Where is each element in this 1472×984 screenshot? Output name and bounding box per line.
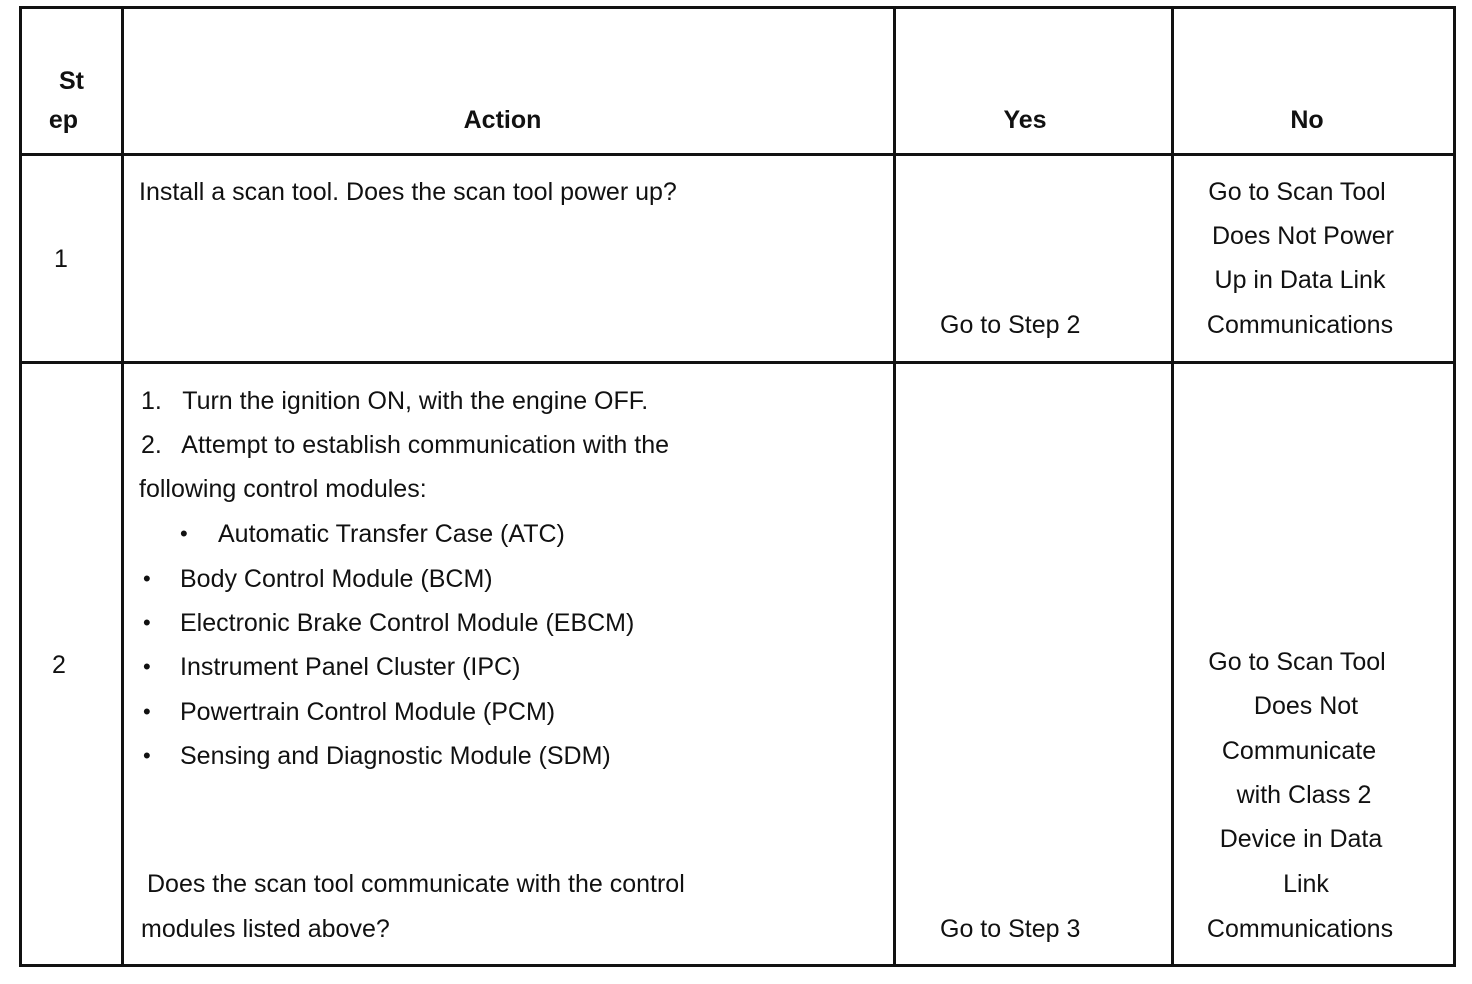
table-border-left — [19, 6, 22, 967]
module-item-atc: Automatic Transfer Case (ATC) — [218, 520, 565, 548]
row2-no-line4: with Class 2 — [1236, 781, 1372, 809]
row2-question-line2: modules listed above? — [141, 915, 390, 943]
row2-no-line1: Go to Scan Tool — [1208, 648, 1386, 676]
row2-no-line7: Communications — [1206, 915, 1394, 943]
row2-no-line2: Does Not — [1253, 692, 1359, 720]
module-item-pcm: Powertrain Control Module (PCM) — [180, 698, 556, 726]
header-action: Action — [463, 106, 542, 134]
table-border-bottom — [19, 964, 1456, 967]
row2-no-line6: Link — [1283, 870, 1329, 898]
row1-no-line2: Does Not Power — [1211, 222, 1395, 250]
bullet-icon: • — [143, 566, 151, 591]
table-border-right — [1453, 6, 1456, 967]
header-divider — [19, 153, 1456, 156]
row-divider — [19, 361, 1456, 364]
row2-action-step1: 1. Turn the ignition ON, with the engine OFF. — [141, 387, 649, 415]
row1-yes: Go to Step 2 — [940, 311, 1081, 339]
row1-step: 1 — [54, 245, 68, 273]
module-item-ebcm: Electronic Brake Control Module (EBCM) — [180, 609, 635, 637]
row1-no-line3: Up in Data Link — [1214, 266, 1386, 294]
row2-yes: Go to Step 3 — [940, 915, 1081, 943]
row2-no-line5: Device in Data — [1219, 825, 1383, 853]
header-yes: Yes — [1003, 106, 1047, 134]
bullet-icon: • — [143, 654, 151, 679]
row1-no-line4: Communications — [1206, 311, 1394, 339]
row2-action-step2-cont: following control modules: — [139, 475, 427, 503]
column-divider-step — [121, 6, 124, 967]
module-item-sdm: Sensing and Diagnostic Module (SDM) — [180, 742, 611, 770]
module-item-ipc: Instrument Panel Cluster (IPC) — [180, 653, 521, 681]
row1-action: Install a scan tool. Does the scan tool power up? — [139, 178, 677, 206]
header-no: No — [1290, 106, 1324, 134]
bullet-icon: • — [143, 743, 151, 768]
header-step-line1: St — [59, 67, 84, 95]
row1-no-line1: Go to Scan Tool — [1208, 178, 1386, 206]
table-border-top — [19, 6, 1456, 9]
column-divider-action — [893, 6, 896, 967]
bullet-icon: • — [180, 521, 188, 546]
header-step-line2: ep — [48, 106, 79, 134]
row2-no-line3: Communicate — [1221, 737, 1377, 765]
row2-action-step2: 2. Attempt to establish communication with the — [141, 431, 670, 459]
row2-step: 2 — [52, 651, 66, 679]
module-item-bcm: Body Control Module (BCM) — [180, 565, 493, 593]
row2-question-line1: Does the scan tool communicate with the control — [147, 870, 685, 898]
bullet-icon: • — [143, 699, 151, 724]
bullet-icon: • — [143, 610, 151, 635]
